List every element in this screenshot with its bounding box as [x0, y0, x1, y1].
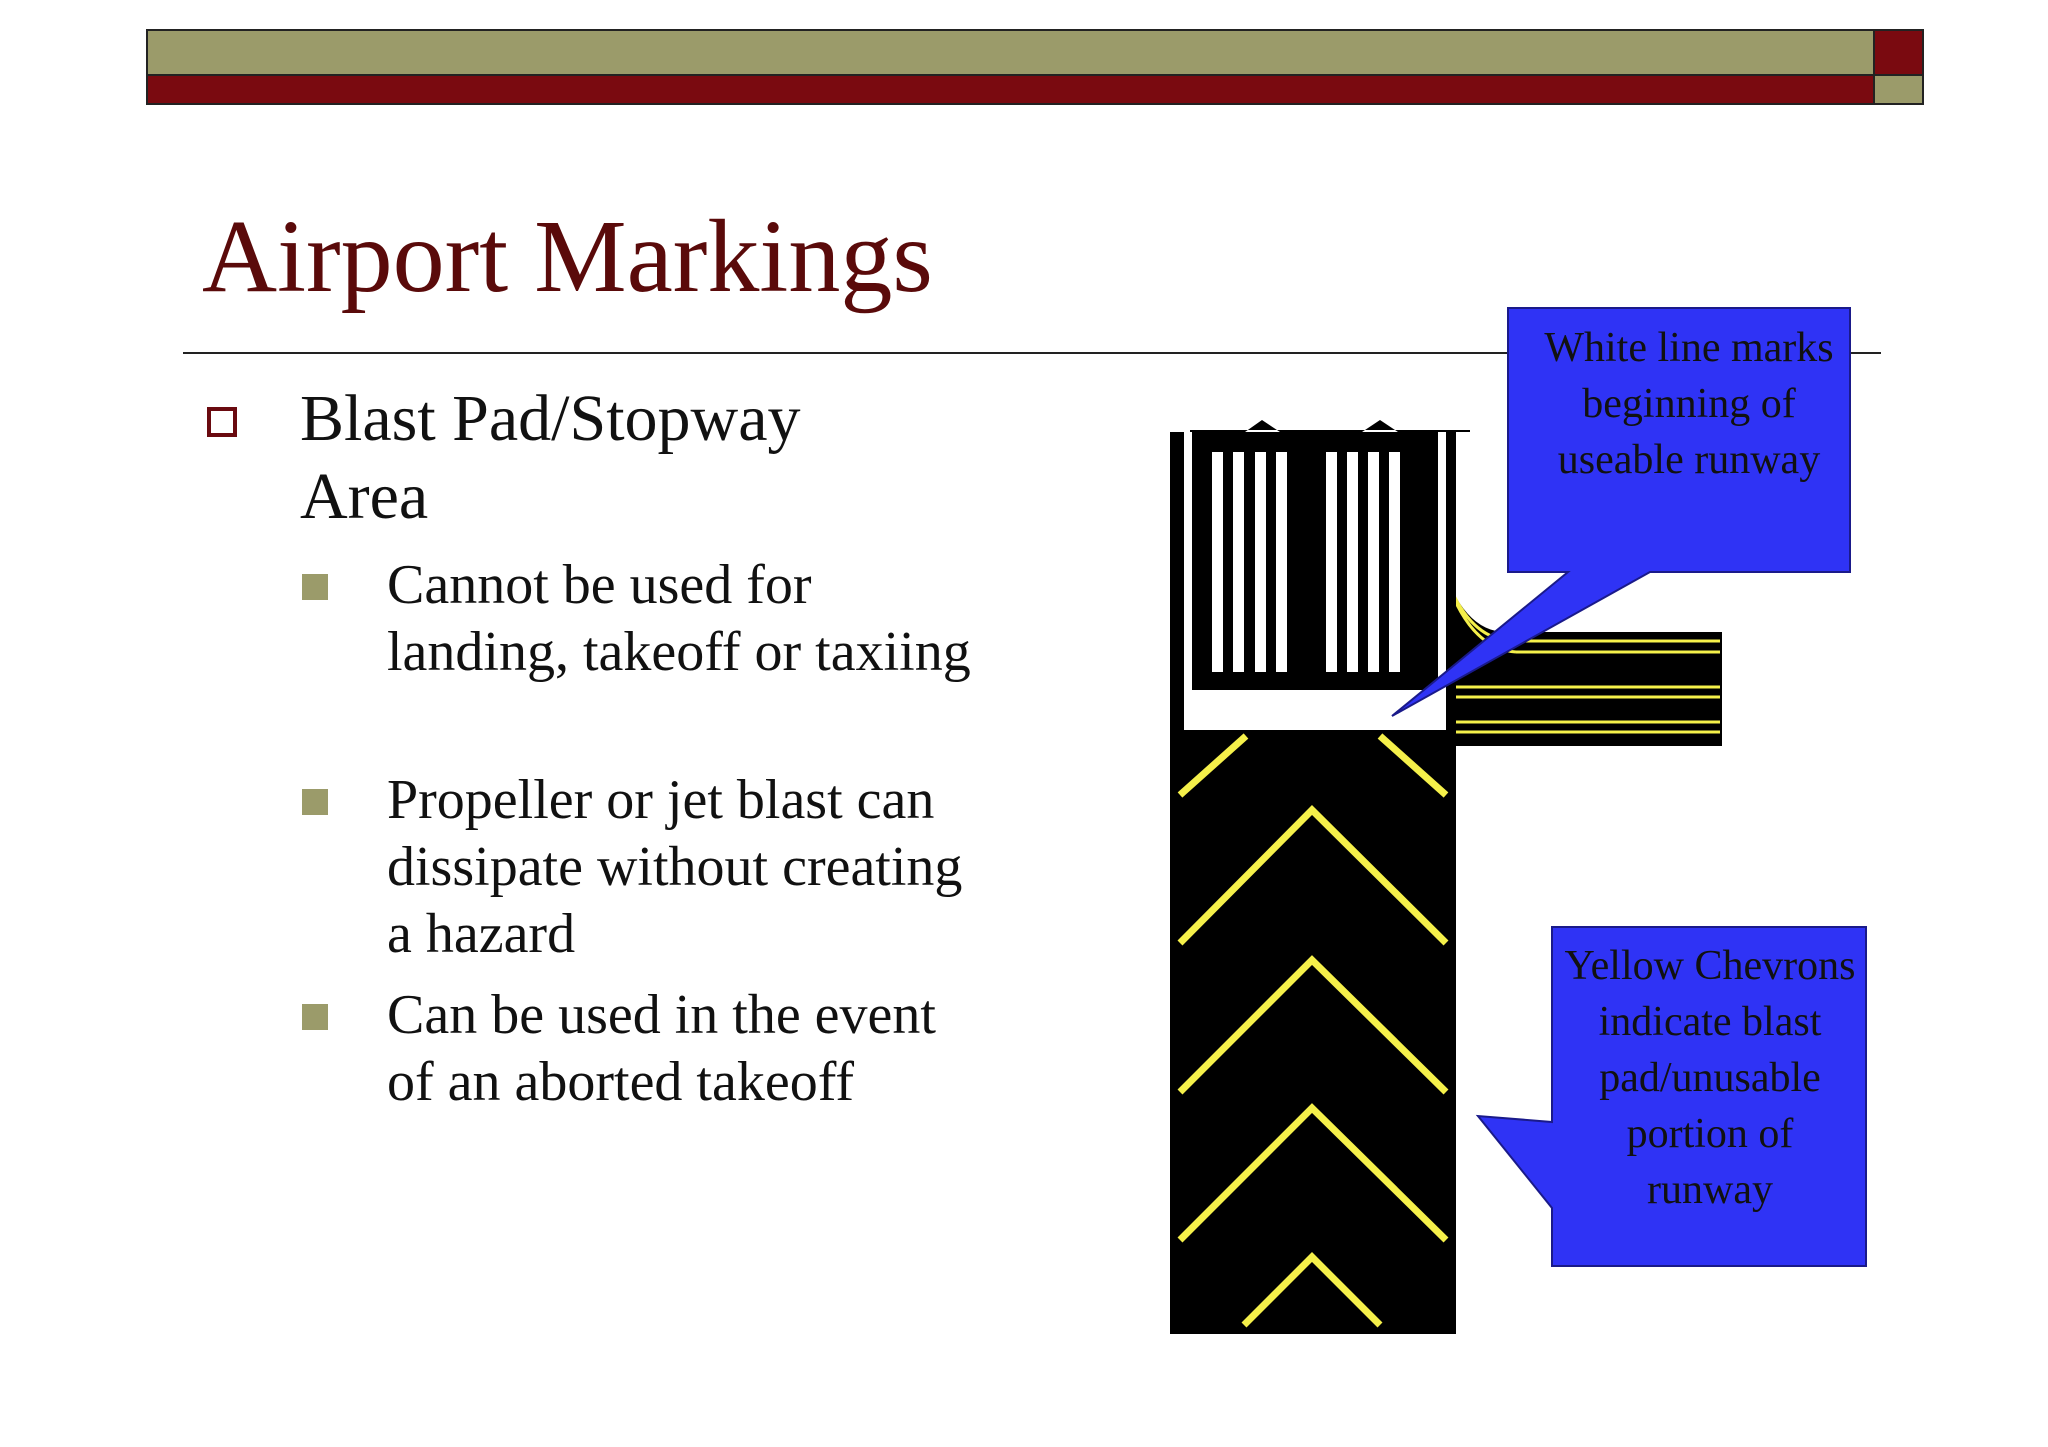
- runway-diagram: [1140, 300, 2000, 1360]
- callout-white-line-text: White line marks beginning of useable runway: [1544, 325, 1834, 483]
- runway-edge-right: [1438, 432, 1446, 694]
- square-bullet-icon: [302, 1004, 328, 1030]
- bullet-blast-pad: Blast Pad/Stopway Area: [300, 382, 801, 533]
- header-bar-red: [146, 76, 1875, 105]
- callout-yellow-chevrons-text: Yellow Chevrons indicate blast pad/unusable portion of runway: [1564, 943, 1856, 1213]
- blast-pad: [1170, 730, 1456, 1334]
- hollow-square-bullet-icon: [207, 407, 237, 437]
- sub-bullet-text: Can be used in the event of an aborted takeoff: [387, 984, 936, 1113]
- white-threshold-line: [1184, 708, 1446, 730]
- square-bullet-icon: [302, 789, 328, 815]
- header-bar: [146, 29, 1924, 105]
- sub-bullet-text: Propeller or jet blast can dissipate without creating a hazard: [387, 769, 963, 965]
- sub-bullet-text: Cannot be used for landing, takeoff or taxiing: [387, 554, 971, 683]
- runway-edge-left: [1184, 432, 1192, 694]
- square-bullet-icon: [302, 574, 328, 600]
- header-square-olive: [1875, 76, 1924, 105]
- header-bar-olive: [146, 29, 1875, 76]
- header-square-red: [1875, 29, 1924, 76]
- slide-title: Airport Markings: [202, 199, 933, 314]
